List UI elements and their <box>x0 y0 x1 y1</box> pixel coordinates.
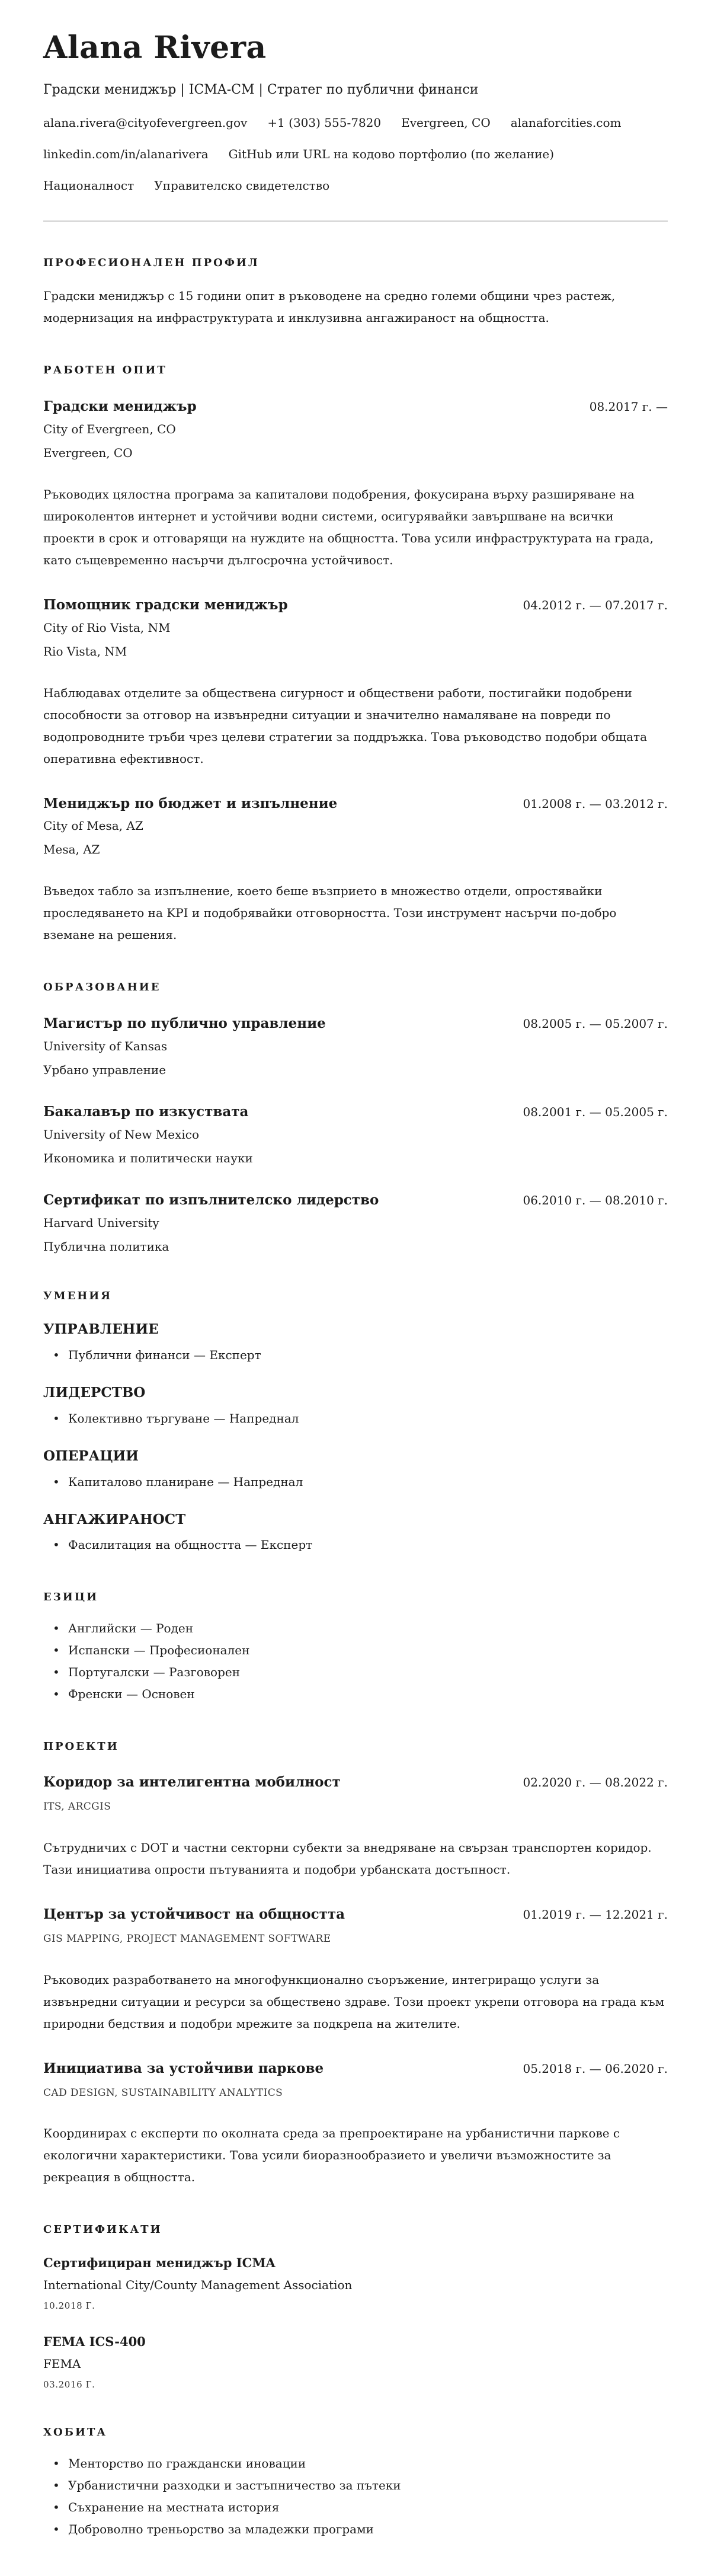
skill-list <box>43 1534 668 1556</box>
driving-license-text: Управителско свидетелство <box>154 178 330 193</box>
school-name: University of Kansas <box>43 1038 168 1053</box>
skill-group-name: УПРАВЛЕНИЕ <box>43 1321 159 1337</box>
education-dates: 06.2010 г. — 08.2010 г. <box>523 1193 668 1207</box>
education-entry <box>43 1191 668 1255</box>
job-description: Ръководих цялостна програма за капиталови подобрения, фокусирана върху разширяване на широколентов интернет и устойчиви водни системи, осигурявайки завършване на всички проекти в срок и отговарящи на нуждите на общността. Това усили инфраструктурата на града, като същевременно насърчи дългосрочна устойчивост. <box>43 487 654 567</box>
job-dates: 08.2017 г. — <box>589 399 668 414</box>
profile-summary: Градски мениджър с 15 години опит в ръководене на средно големи общини чрез растеж, модернизация на инфраструктурата и инклузивна ангажираност на общността. <box>43 289 616 325</box>
education-entry <box>43 1103 668 1166</box>
person-name: Alana Rivera <box>43 30 267 66</box>
job-dates: 04.2012 г. — 07.2017 г. <box>523 597 668 612</box>
hobby-item: • Доброволно треньорство за младежки програми <box>43 2519 668 2540</box>
job-title: Градски мениджър <box>43 398 197 414</box>
school-name: University of New Mexico <box>43 1127 200 1142</box>
certification-date: 03.2016 Г. <box>43 2379 95 2390</box>
job-entry <box>43 596 668 770</box>
skill-list <box>43 1408 668 1430</box>
section-heading-profile: ПРОФЕСИОНАЛЕН ПРОФИЛ <box>43 256 260 269</box>
language-item: • Португалски — Разговорен <box>43 1661 668 1683</box>
section-heading-skills: УМЕНИЯ <box>43 1289 113 1302</box>
project-description: Сътрудничих с DOT и частни секторни субекти за внедряване на свързан транспортен коридор. Тази инициатива опрости пътуванията и подобри урбанската достъпност. <box>43 1840 652 1877</box>
portfolio-placeholder-text: GitHub или URL на кодово портфолио (по желание) <box>228 146 555 161</box>
header-divider <box>43 220 668 222</box>
job-title: Помощник градски мениджър <box>43 596 288 613</box>
skill-group-name: ОПЕРАЦИИ <box>43 1447 139 1464</box>
project-dates: 05.2018 г. — 06.2020 г. <box>523 2061 668 2076</box>
field-of-study: Публична политика <box>43 1239 169 1254</box>
certification-issuer: International City/County Management Association <box>43 2277 353 2292</box>
field-of-study: Икономика и политически науки <box>43 1150 253 1165</box>
section-education <box>43 980 668 1254</box>
certification-entry <box>43 2255 668 2312</box>
degree-title: Магистър по публично управление <box>43 1015 326 1031</box>
contact-row-primary <box>43 115 668 130</box>
skill-item: • Колективно търгуване — Напреднал <box>43 1408 668 1430</box>
degree-title: Бакалавър по изкуствата <box>43 1103 249 1120</box>
job-company: City of Mesa, AZ <box>43 819 143 833</box>
section-heading-languages: ЕЗИЦИ <box>43 1591 99 1604</box>
section-hobbies <box>43 2425 668 2540</box>
job-dates: 01.2008 г. — 03.2012 г. <box>523 796 668 811</box>
nationality-text: Националност <box>43 178 134 193</box>
certification-name: FEMA ICS-400 <box>43 2334 146 2349</box>
degree-title: Сертификат по изпълнителско лидерство <box>43 1191 379 1208</box>
skill-group-name: АНГАЖИРАНОСТ <box>43 1511 186 1527</box>
project-description: Ръководих разработването на многофункционално съоръжение, интегриращо услуги за извънредни ситуации и ресурси за обществено здраве. Този проект укрепи отговора на града към природни бедствия и подобри мрежите за подкрепа на жителите. <box>43 1972 665 2031</box>
job-entry <box>43 398 668 571</box>
phone-text: +1 (303) 555-7820 <box>267 115 382 130</box>
skill-item: • Капиталово планиране — Напреднал <box>43 1471 668 1493</box>
school-name: Harvard University <box>43 1215 159 1230</box>
education-entry-head <box>43 1191 668 1209</box>
linkedin-text: linkedin.com/in/alanarivera <box>43 146 209 161</box>
education-entry <box>43 1015 668 1078</box>
hobby-item: • Урбанистични разходки и застъпничество за пътеки <box>43 2475 668 2497</box>
job-location: Rio Vista, NM <box>43 644 127 659</box>
section-heading-projects: ПРОЕКТИ <box>43 1740 119 1753</box>
field-of-study: Урбано управление <box>43 1062 166 1077</box>
project-entry <box>43 1773 668 1881</box>
job-entry-head <box>43 596 668 614</box>
project-tools: ITS, ARCGIS <box>43 1801 111 1813</box>
language-item: • Испански — Професионален <box>43 1639 668 1661</box>
project-description: Координирах с експерти по околната среда за препроектиране на урбанистични паркове с екологични характеристики. Това усили биоразнообразието и увеличи възможностите за рекреация в общността. <box>43 2126 620 2185</box>
skill-list <box>43 1344 668 1366</box>
education-dates: 08.2005 г. — 05.2007 г. <box>523 1016 668 1031</box>
certification-name: Сертифициран мениджър ICMA <box>43 2255 276 2270</box>
section-profile <box>43 256 668 329</box>
section-languages <box>43 1590 668 1705</box>
project-entry-head <box>43 1773 668 1791</box>
section-heading-hobbies: ХОБИТА <box>43 2426 108 2439</box>
job-location: Evergreen, CO <box>43 445 133 460</box>
contact-row-secondary <box>43 146 668 162</box>
project-entry-head <box>43 2060 668 2078</box>
language-list <box>43 1618 668 1705</box>
education-entry-head <box>43 1015 668 1033</box>
education-entry-head <box>43 1103 668 1121</box>
skill-list <box>43 1471 668 1493</box>
project-tools: GIS MAPPING, PROJECT MANAGEMENT SOFTWARE <box>43 1932 331 1945</box>
hobby-list <box>43 2453 668 2540</box>
website-text: alanaforcities.com <box>510 115 622 130</box>
job-entry <box>43 795 668 947</box>
skill-item: • Публични финанси — Експерт <box>43 1344 668 1366</box>
section-experience <box>43 363 668 946</box>
skill-item: • Фасилитация на общността — Експерт <box>43 1534 668 1556</box>
job-title: Мениджър по бюджет и изпълнение <box>43 795 338 811</box>
project-title: Инициатива за устойчиви паркове <box>43 2060 324 2076</box>
contact-row-tertiary <box>43 178 668 193</box>
job-entry-head <box>43 398 668 416</box>
job-company: City of Evergreen, CO <box>43 421 176 436</box>
education-dates: 08.2001 г. — 05.2005 г. <box>523 1104 668 1119</box>
certification-date: 10.2018 Г. <box>43 2300 95 2311</box>
section-certifications <box>43 2223 668 2391</box>
job-description: Наблюдавах отделите за обществена сигурност и обществени работи, постигайки подобрени способности за отговор на извънредни ситуации и значително намаляване на повреди по водопроводните тръби чрез целеви стратегии за поддръжка. Това ръководство подобри общата оперативна ефективност. <box>43 685 648 766</box>
section-skills <box>43 1289 668 1557</box>
section-heading-experience: РАБОТЕН ОПИТ <box>43 364 167 377</box>
project-entry <box>43 2060 668 2189</box>
project-dates: 01.2019 г. — 12.2021 г. <box>523 1907 668 1922</box>
project-entry <box>43 1906 668 2035</box>
hobby-item: • Съхранение на местната история <box>43 2497 668 2519</box>
section-heading-certifications: СЕРТИФИКАТИ <box>43 2223 162 2236</box>
hobby-item: • Менторство по граждански иновации <box>43 2453 668 2475</box>
person-headline: Градски мениджър | ICMA-CM | Стратег по публични финанси <box>43 82 479 98</box>
job-description: Въведох табло за изпълнение, което беше възприето в множество отдели, опростявайки проследяването на KPI и подобрявайки отговорността. Този инструмент насърчи по-добро вземане на решения. <box>43 884 617 942</box>
skill-group-name: ЛИДЕРСТВО <box>43 1384 146 1401</box>
certification-entry <box>43 2334 668 2391</box>
email-text: alana.rivera@cityofevergreen.gov <box>43 115 248 130</box>
project-dates: 02.2020 г. — 08.2022 г. <box>523 1775 668 1790</box>
certification-issuer: FEMA <box>43 2357 81 2372</box>
section-heading-education: ОБРАЗОВАНИЕ <box>43 981 161 994</box>
project-title: Център за устойчивост на общността <box>43 1906 345 1922</box>
language-item: • Френски — Основен <box>43 1683 668 1705</box>
language-item: • Английски — Роден <box>43 1618 668 1639</box>
job-entry-head <box>43 795 668 813</box>
location-text: Evergreen, CO <box>401 115 491 130</box>
job-location: Mesa, AZ <box>43 842 100 857</box>
project-entry-head <box>43 1906 668 1923</box>
project-title: Коридор за интелигентна мобилност <box>43 1774 341 1791</box>
project-tools: CAD DESIGN, SUSTAINABILITY ANALYTICS <box>43 2086 283 2099</box>
section-projects <box>43 1740 668 2188</box>
job-company: City of Rio Vista, NM <box>43 620 171 635</box>
